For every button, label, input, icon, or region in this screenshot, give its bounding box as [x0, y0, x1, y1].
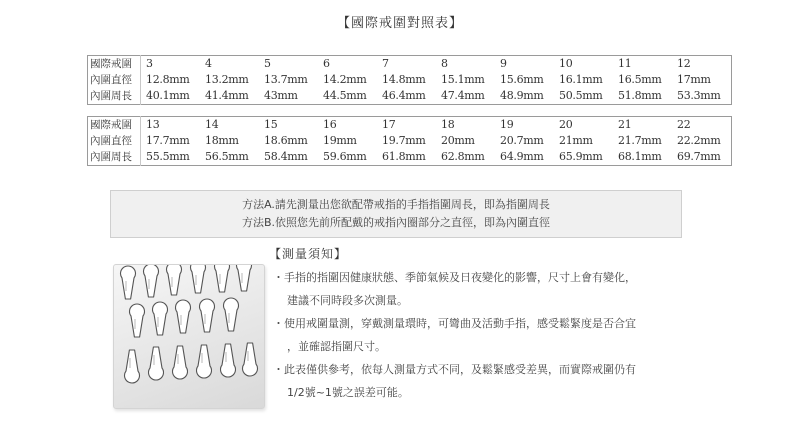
note-line: 建議不同時段多次測量。	[287, 294, 408, 307]
ring-size-table-1	[87, 55, 732, 105]
row-label-size: 國際戒圍	[88, 117, 141, 134]
size-cell: 18	[441, 118, 455, 131]
ring-sizer-gauge-icon	[114, 265, 264, 408]
diameter-cell: 15.1mm	[441, 73, 485, 86]
circumference-cell: 68.1mm	[618, 150, 662, 163]
measurement-methods-box	[110, 190, 682, 238]
circumference-cell: 65.9mm	[559, 150, 603, 163]
diameter-cell: 13.2mm	[205, 73, 249, 86]
page-title: 【國際戒圍對照表】	[336, 16, 463, 31]
size-cell: 19	[500, 118, 514, 131]
size-cell: 3	[146, 57, 153, 70]
note-line: ・使用戒圍量測，穿戴測量環時，可彎曲及活動手指，感受鬆緊度是否合宜	[273, 317, 636, 330]
diameter-cell: 18.6mm	[264, 134, 308, 147]
circumference-cell: 43mm	[264, 89, 298, 102]
circumference-cell: 55.5mm	[146, 150, 190, 163]
circumference-cell: 61.8mm	[382, 150, 426, 163]
diameter-cell: 16.5mm	[618, 73, 662, 86]
size-cell: 20	[559, 118, 573, 131]
diameter-cell: 14.8mm	[382, 73, 426, 86]
circumference-cell: 58.4mm	[264, 150, 308, 163]
diameter-cell: 19mm	[323, 134, 357, 147]
method-a-text: 方法A.請先測量出您欲配帶戒指的手指指圍周長，即為指圍周長	[242, 198, 550, 211]
circumference-row	[88, 88, 732, 105]
size-cell: 15	[264, 118, 278, 131]
size-cell: 21	[618, 118, 632, 131]
size-cell: 14	[205, 118, 219, 131]
diameter-cell: 21mm	[559, 134, 593, 147]
note-line: ・手指的指圍因健康狀態、季節氣候及日夜變化的影響，尺寸上會有變化，	[273, 271, 636, 284]
size-cell: 16	[323, 118, 337, 131]
note-line: 1/2號~1號之誤差可能。	[287, 386, 409, 399]
diameter-cell: 15.6mm	[500, 73, 544, 86]
diameter-cell: 20.7mm	[500, 134, 544, 147]
circumference-cell: 59.6mm	[323, 150, 367, 163]
size-row	[88, 56, 732, 73]
row-label-diameter: 內圍直徑	[88, 133, 141, 149]
circumference-cell: 40.1mm	[146, 89, 190, 102]
size-row	[88, 117, 732, 134]
size-cell: 4	[205, 57, 212, 70]
size-cell: 17	[382, 118, 396, 131]
size-cell: 7	[382, 57, 389, 70]
size-cell: 11	[618, 57, 632, 70]
circumference-cell: 62.8mm	[441, 150, 485, 163]
ring-size-table-2	[87, 116, 732, 166]
circumference-cell: 48.9mm	[500, 89, 544, 102]
row-label-circumference: 內圍周長	[88, 149, 141, 166]
size-cell: 8	[441, 57, 448, 70]
size-cell: 10	[559, 57, 573, 70]
measurement-notes-heading: 【測量須知】	[269, 247, 348, 261]
size-cell: 22	[677, 118, 691, 131]
measurement-notes-list	[273, 270, 723, 408]
circumference-cell: 41.4mm	[205, 89, 249, 102]
diameter-cell: 17mm	[677, 73, 711, 86]
note-line: ，並確認指圍尺寸。	[287, 340, 386, 353]
circumference-cell: 47.4mm	[441, 89, 485, 102]
diameter-row	[88, 133, 732, 149]
diameter-cell: 22.2mm	[677, 134, 721, 147]
circumference-cell: 64.9mm	[500, 150, 544, 163]
circumference-cell: 51.8mm	[618, 89, 662, 102]
note-line: ・此表僅供參考，依每人測量方式不同，及鬆緊感受差異，而實際戒圍仍有	[273, 363, 636, 376]
circumference-cell: 44.5mm	[323, 89, 367, 102]
row-label-size: 國際戒圍	[88, 56, 141, 73]
circumference-cell: 50.5mm	[559, 89, 603, 102]
diameter-cell: 19.7mm	[382, 134, 426, 147]
circumference-cell: 69.7mm	[677, 150, 721, 163]
circumference-cell: 56.5mm	[205, 150, 249, 163]
diameter-cell: 17.7mm	[146, 134, 190, 147]
diameter-cell: 21.7mm	[618, 134, 662, 147]
diameter-cell: 18mm	[205, 134, 239, 147]
size-cell: 9	[500, 57, 507, 70]
circumference-row	[88, 149, 732, 166]
ring-sizer-gauge-image	[113, 264, 265, 409]
diameter-cell: 13.7mm	[264, 73, 308, 86]
row-label-circumference: 內圍周長	[88, 88, 141, 105]
row-label-diameter: 內圍直徑	[88, 72, 141, 88]
diameter-cell: 12.8mm	[146, 73, 190, 86]
size-cell: 6	[323, 57, 330, 70]
diameter-cell: 20mm	[441, 134, 475, 147]
circumference-cell: 46.4mm	[382, 89, 426, 102]
diameter-cell: 16.1mm	[559, 73, 603, 86]
diameter-row	[88, 72, 732, 88]
size-cell: 13	[146, 118, 160, 131]
size-cell: 5	[264, 57, 271, 70]
size-cell: 12	[677, 57, 691, 70]
diameter-cell: 14.2mm	[323, 73, 367, 86]
method-b-text: 方法B.依照您先前所配戴的戒指內圈部分之直徑，即為內圍直徑	[241, 216, 551, 229]
circumference-cell: 53.3mm	[677, 89, 721, 102]
